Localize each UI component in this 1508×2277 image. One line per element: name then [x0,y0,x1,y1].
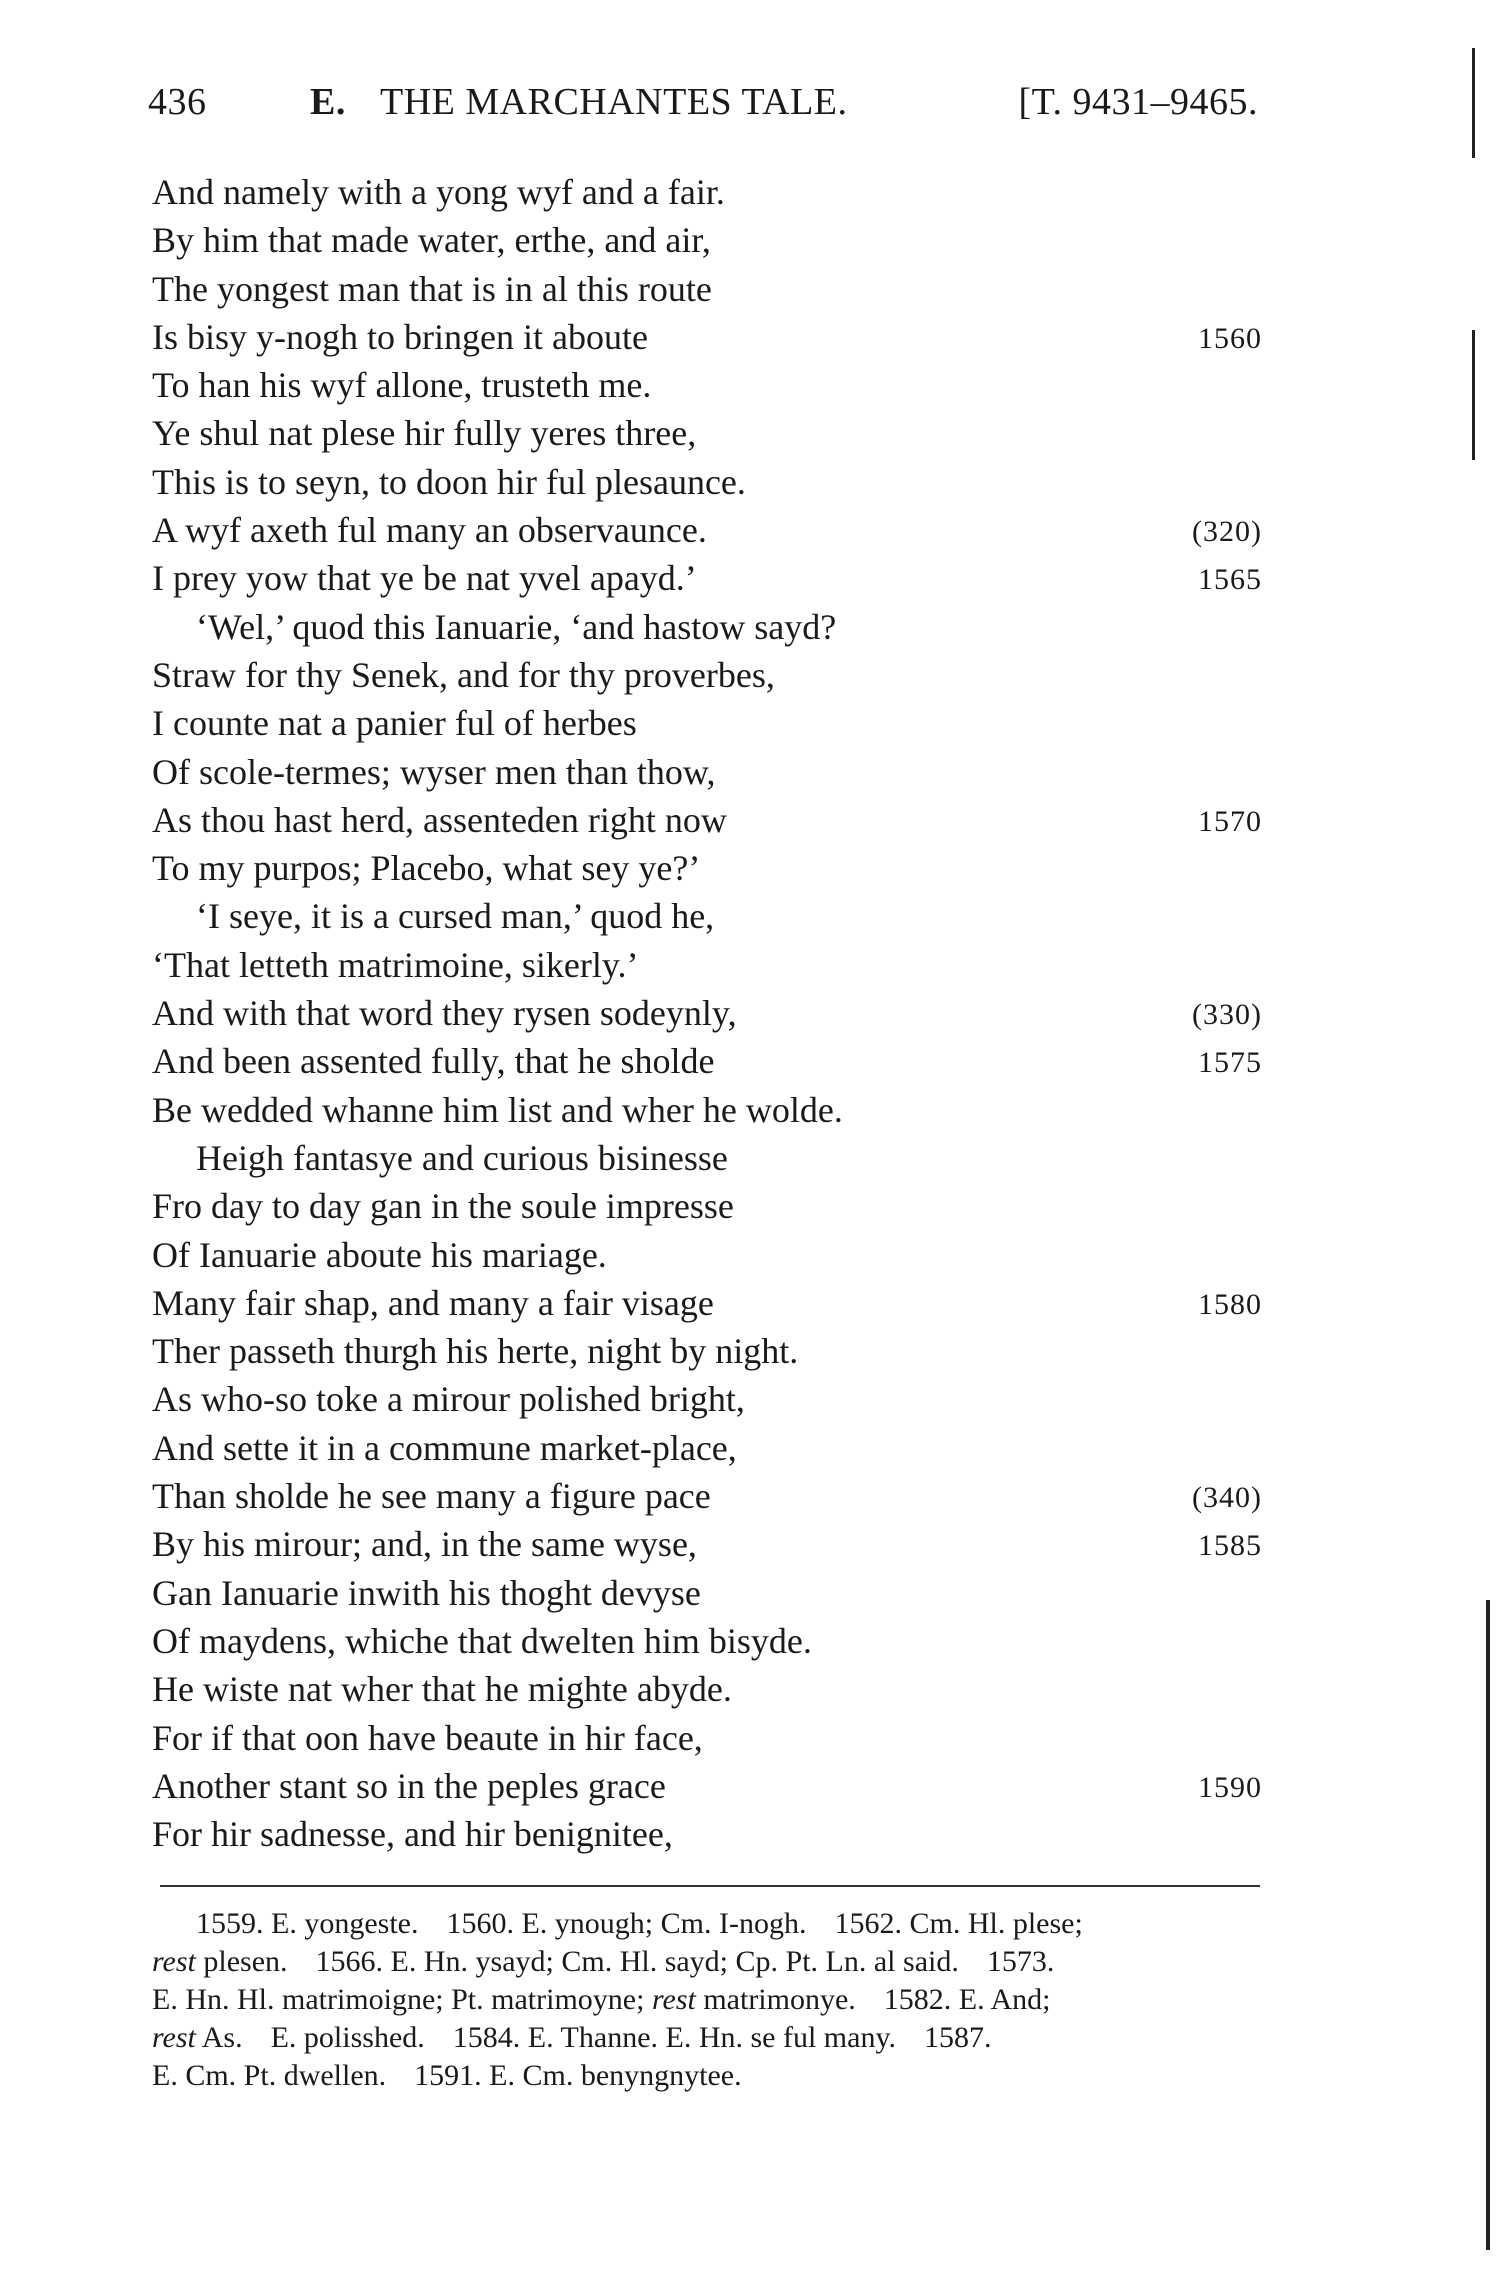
verse-line [152,1714,1262,1762]
verse-line [152,361,1262,409]
verse-line [152,1086,1262,1134]
verse-text: Straw for thy Senek, and for thy proverbes, [152,654,775,695]
verse-line [152,844,1262,892]
verse-text: ‘Wel,’ quod this Ianuarie, ‘and hastow sayd? [196,606,837,647]
line-number: 1560 [1198,321,1262,355]
note-1591: 1591. E. Cm. benyngnytee. [414,2059,742,2092]
verse-text: Gan Ianuarie inwith his thoght devyse [152,1572,701,1613]
scan-edge-mark [1486,1600,1490,2250]
verse-line [152,216,1262,264]
note-1566: 1566. E. Hn. ysayd; Cm. Hl. sayd; Cp. Pt. Ln. al said. [315,1945,959,1978]
note-rest: rest [152,1945,196,1978]
verse-line [152,1520,1262,1568]
note-1587a: 1587. [924,2021,992,2054]
verse-text: Of scole-termes; wyser men than thow, [152,751,716,792]
verse-text: To han his wyf allone, trusteth me. [152,365,652,406]
verse-text: Many fair shap, and many a fair visage [152,1282,714,1323]
note-1562b: plesen. [203,1945,288,1978]
note-1582b: As. [201,2021,243,2054]
verse-text: I prey yow that ye be nat yvel apayd.’ [152,558,697,599]
note-1582a: 1582. E. And; [883,1983,1051,2016]
note-1573b: E. Hn. Hl. matrimoigne; Pt. matrimoyne; [152,1983,645,2016]
verse-text: ‘I seye, it is a cursed man,’ quod he, [196,896,715,937]
note-1573a: 1573. [986,1945,1055,1978]
line-number: 1580 [1198,1287,1262,1321]
verse-line [152,554,1262,602]
verse-line [152,1134,1262,1182]
verse-text: Ther passeth thurgh his herte, night by night. [152,1331,799,1372]
scan-edge-mark [1472,48,1475,158]
verse-text: By him that made water, erthe, and air, [152,220,711,261]
line-number: 1590 [1198,1770,1262,1804]
note-1573c: matrimonye. [703,1983,856,2016]
footnote-line [152,1943,1262,1981]
note-1559: 1559. E. yongeste. [196,1907,419,1940]
verse-line [152,168,1262,216]
verse-line [152,603,1262,651]
verse-text: I counte nat a panier ful of herbes [152,703,637,744]
footnote-line [152,2019,1262,2057]
verse-text: And with that word they rysen sodeynly, [152,993,737,1034]
line-number: 1575 [1198,1046,1262,1080]
footnote-line [152,1905,1262,1943]
verse-line [152,1231,1262,1279]
verse-text: For if that oon have beaute in hir face, [152,1717,703,1758]
verse-line [152,1762,1262,1810]
verse-text: Is bisy y-nogh to bringen it aboute [152,316,648,357]
verse-text: As who-so toke a mirour polished bright, [152,1379,745,1420]
verse-line [152,1279,1262,1327]
verse-line [152,1665,1262,1713]
note-1560: 1560. E. ynough; Cm. I-nogh. [446,1907,807,1940]
verse-text: Than sholde he see many a figure pace [152,1476,711,1517]
verse-line [152,1182,1262,1230]
verse-line [152,651,1262,699]
section-letter: E. [310,81,346,123]
line-range: [T. 9431–9465. [1018,81,1258,123]
line-number: 1570 [1198,804,1262,838]
verse-text: Be wedded whanne him list and wher he wolde. [152,1089,843,1130]
verse-text: Of Ianuarie aboute his mariage. [152,1234,607,1275]
verse-line [152,458,1262,506]
note-1587b: E. Cm. Pt. dwellen. [152,2059,387,2092]
note-1584: 1584. E. Thanne. E. Hn. se ful many. [452,2021,897,2054]
note-rest: rest [651,1983,696,2016]
note-rest: rest [152,2021,196,2054]
footnote-line [152,2057,1262,2095]
verse-line [152,748,1262,796]
page-number: 436 [148,81,207,123]
footnote-line [152,1981,1262,2019]
verse-line [152,506,1262,554]
note-1562a: 1562. Cm. Hl. plese; [834,1907,1083,1940]
verse-block [152,168,1262,1858]
footnote-divider [160,1885,1260,1887]
verse-line [152,796,1262,844]
verse-line [152,265,1262,313]
verse-line [152,1472,1262,1520]
line-number: (340) [1192,1481,1262,1515]
verse-text: This is to seyn, to doon hir ful plesaunce. [152,461,746,502]
verse-text: By his mirour; and, in the same wyse, [152,1524,697,1565]
verse-line [152,1424,1262,1472]
verse-text: And sette it in a commune market-place, [152,1427,737,1468]
verse-line [152,989,1262,1037]
verse-text: Fro day to day gan in the soule impresse [152,1186,734,1227]
scan-edge-mark [1472,330,1475,460]
verse-line [152,892,1262,940]
verse-text: Of maydens, whiche that dwelten him bisyde. [152,1620,812,1661]
verse-text: As thou hast herd, assenteden right now [152,799,727,840]
verse-line [152,1037,1262,1085]
verse-text: He wiste nat wher that he mighte abyde. [152,1669,732,1710]
verse-text: And been assented fully, that he sholde [152,1041,715,1082]
verse-line [152,699,1262,747]
footnotes [152,1905,1262,2095]
verse-line [152,409,1262,457]
verse-line [152,1810,1262,1858]
verse-line [152,1375,1262,1423]
verse-line [152,1617,1262,1665]
page-title: THE MARCHANTES TALE. [380,81,848,123]
verse-line [152,1569,1262,1617]
line-number: (320) [1192,515,1262,549]
verse-text: To my purpos; Placebo, what sey ye?’ [152,848,701,889]
verse-text: The yongest man that is in al this route [152,268,712,309]
verse-text: A wyf axeth ful many an observaunce. [152,510,707,551]
verse-text: For hir sadnesse, and hir benignitee, [152,1814,673,1855]
verse-line [152,313,1262,361]
verse-line [152,941,1262,989]
line-number: 1585 [1198,1529,1262,1563]
verse-text: Heigh fantasye and curious bisinesse [196,1137,728,1178]
verse-text: And namely with a yong wyf and a fair. [152,172,725,212]
line-number: 1565 [1198,563,1262,597]
verse-text: Another stant so in the peples grace [152,1765,666,1806]
verse-line [152,1327,1262,1375]
verse-text: Ye shul nat plese hir fully yeres three, [152,413,697,454]
running-header [148,80,1258,140]
note-1582c: E. polisshed. [270,2021,425,2054]
verse-text: ‘That letteth matrimoine, sikerly.’ [152,944,639,985]
line-number: (330) [1192,998,1262,1032]
